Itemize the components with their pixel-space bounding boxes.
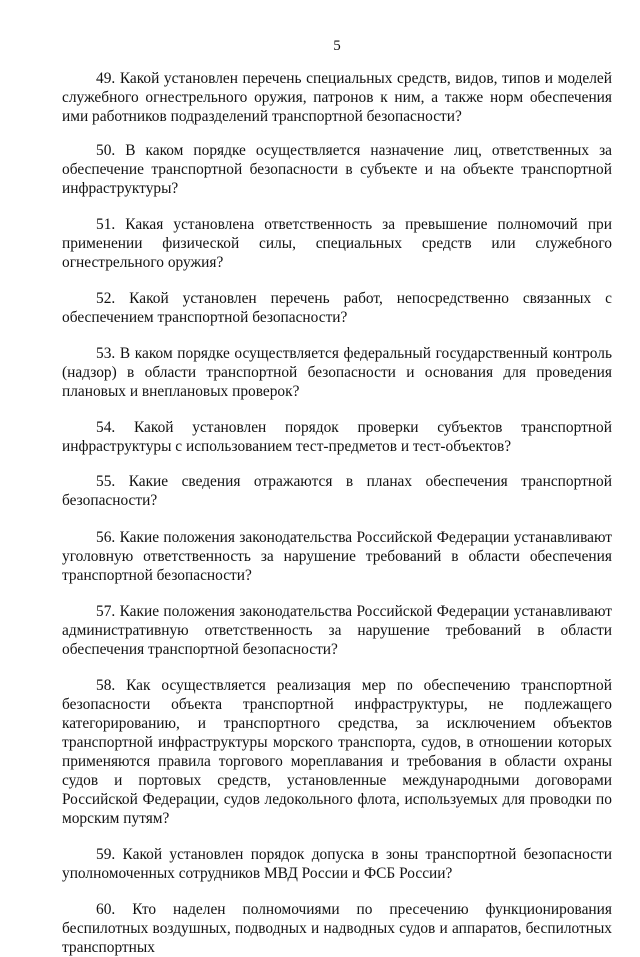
question-49: 49. Какой установлен перечень специальных средств, видов, типов и моделей служебного огнестрельного оружия, патронов к ним, а также норм обеспечения ими работников подразделений транспортной безопасности? xyxy=(62,70,612,125)
question-53: 53. В каком порядке осуществляется федеральный государственный контроль (надзор) в области транспортной безопасности и основания для проведения плановых и внеплановых проверок? xyxy=(62,345,612,400)
question-52: 52. Какой установлен перечень работ, непосредственно связанных с обеспечением транспортной безопасности? xyxy=(62,290,612,326)
question-51: 51. Какая установлена ответственность за превышение полномочий при применении физической силы, специальных средств или служебного огнестрельного оружия? xyxy=(62,216,612,271)
question-54: 54. Какой установлен порядок проверки субъектов транспортной инфраструктуры с использованием тест-предметов и тест-объектов? xyxy=(62,419,612,455)
question-60: 60. Кто наделен полномочиями по пресечению функционирования беспилотных воздушных, подводных и надводных судов и аппаратов, беспилотных транспортных xyxy=(62,901,612,956)
question-59: 59. Какой установлен порядок допуска в зоны транспортной безопасности уполномоченных сотрудников МВД России и ФСБ России? xyxy=(62,846,612,882)
question-58: 58. Как осуществляется реализация мер по обеспечению транспортной безопасности объекта транспортной инфраструктуры, не подлежащего категорированию, и транспортного средства, за исключением объектов транспортной инфраструктуры морского транспорта, судов, в отношении которых применяются правила торгового мореплавания и требования в области охраны судов и портовых средств, установленные международными договорами Российской Федерации, судов ледокольного флота, используемых для проводки по морским путям? xyxy=(62,677,612,827)
page-number: 5 xyxy=(333,38,341,54)
question-57: 57. Какие положения законодательства Российской Федерации устанавливают административную ответственность за нарушение требований в области обеспечения транспортной безопасности? xyxy=(62,603,612,658)
question-50: 50. В каком порядке осуществляется назначение лиц, ответственных за обеспечение транспортной безопасности в субъекте и на объекте транспортной инфраструктуры? xyxy=(62,142,612,197)
question-55: 55. Какие сведения отражаются в планах обеспечения транспортной безопасности? xyxy=(62,473,612,509)
question-56: 56. Какие положения законодательства Российской Федерации устанавливают уголовную ответственность за нарушение требований в области обеспечения транспортной безопасности? xyxy=(62,529,612,584)
